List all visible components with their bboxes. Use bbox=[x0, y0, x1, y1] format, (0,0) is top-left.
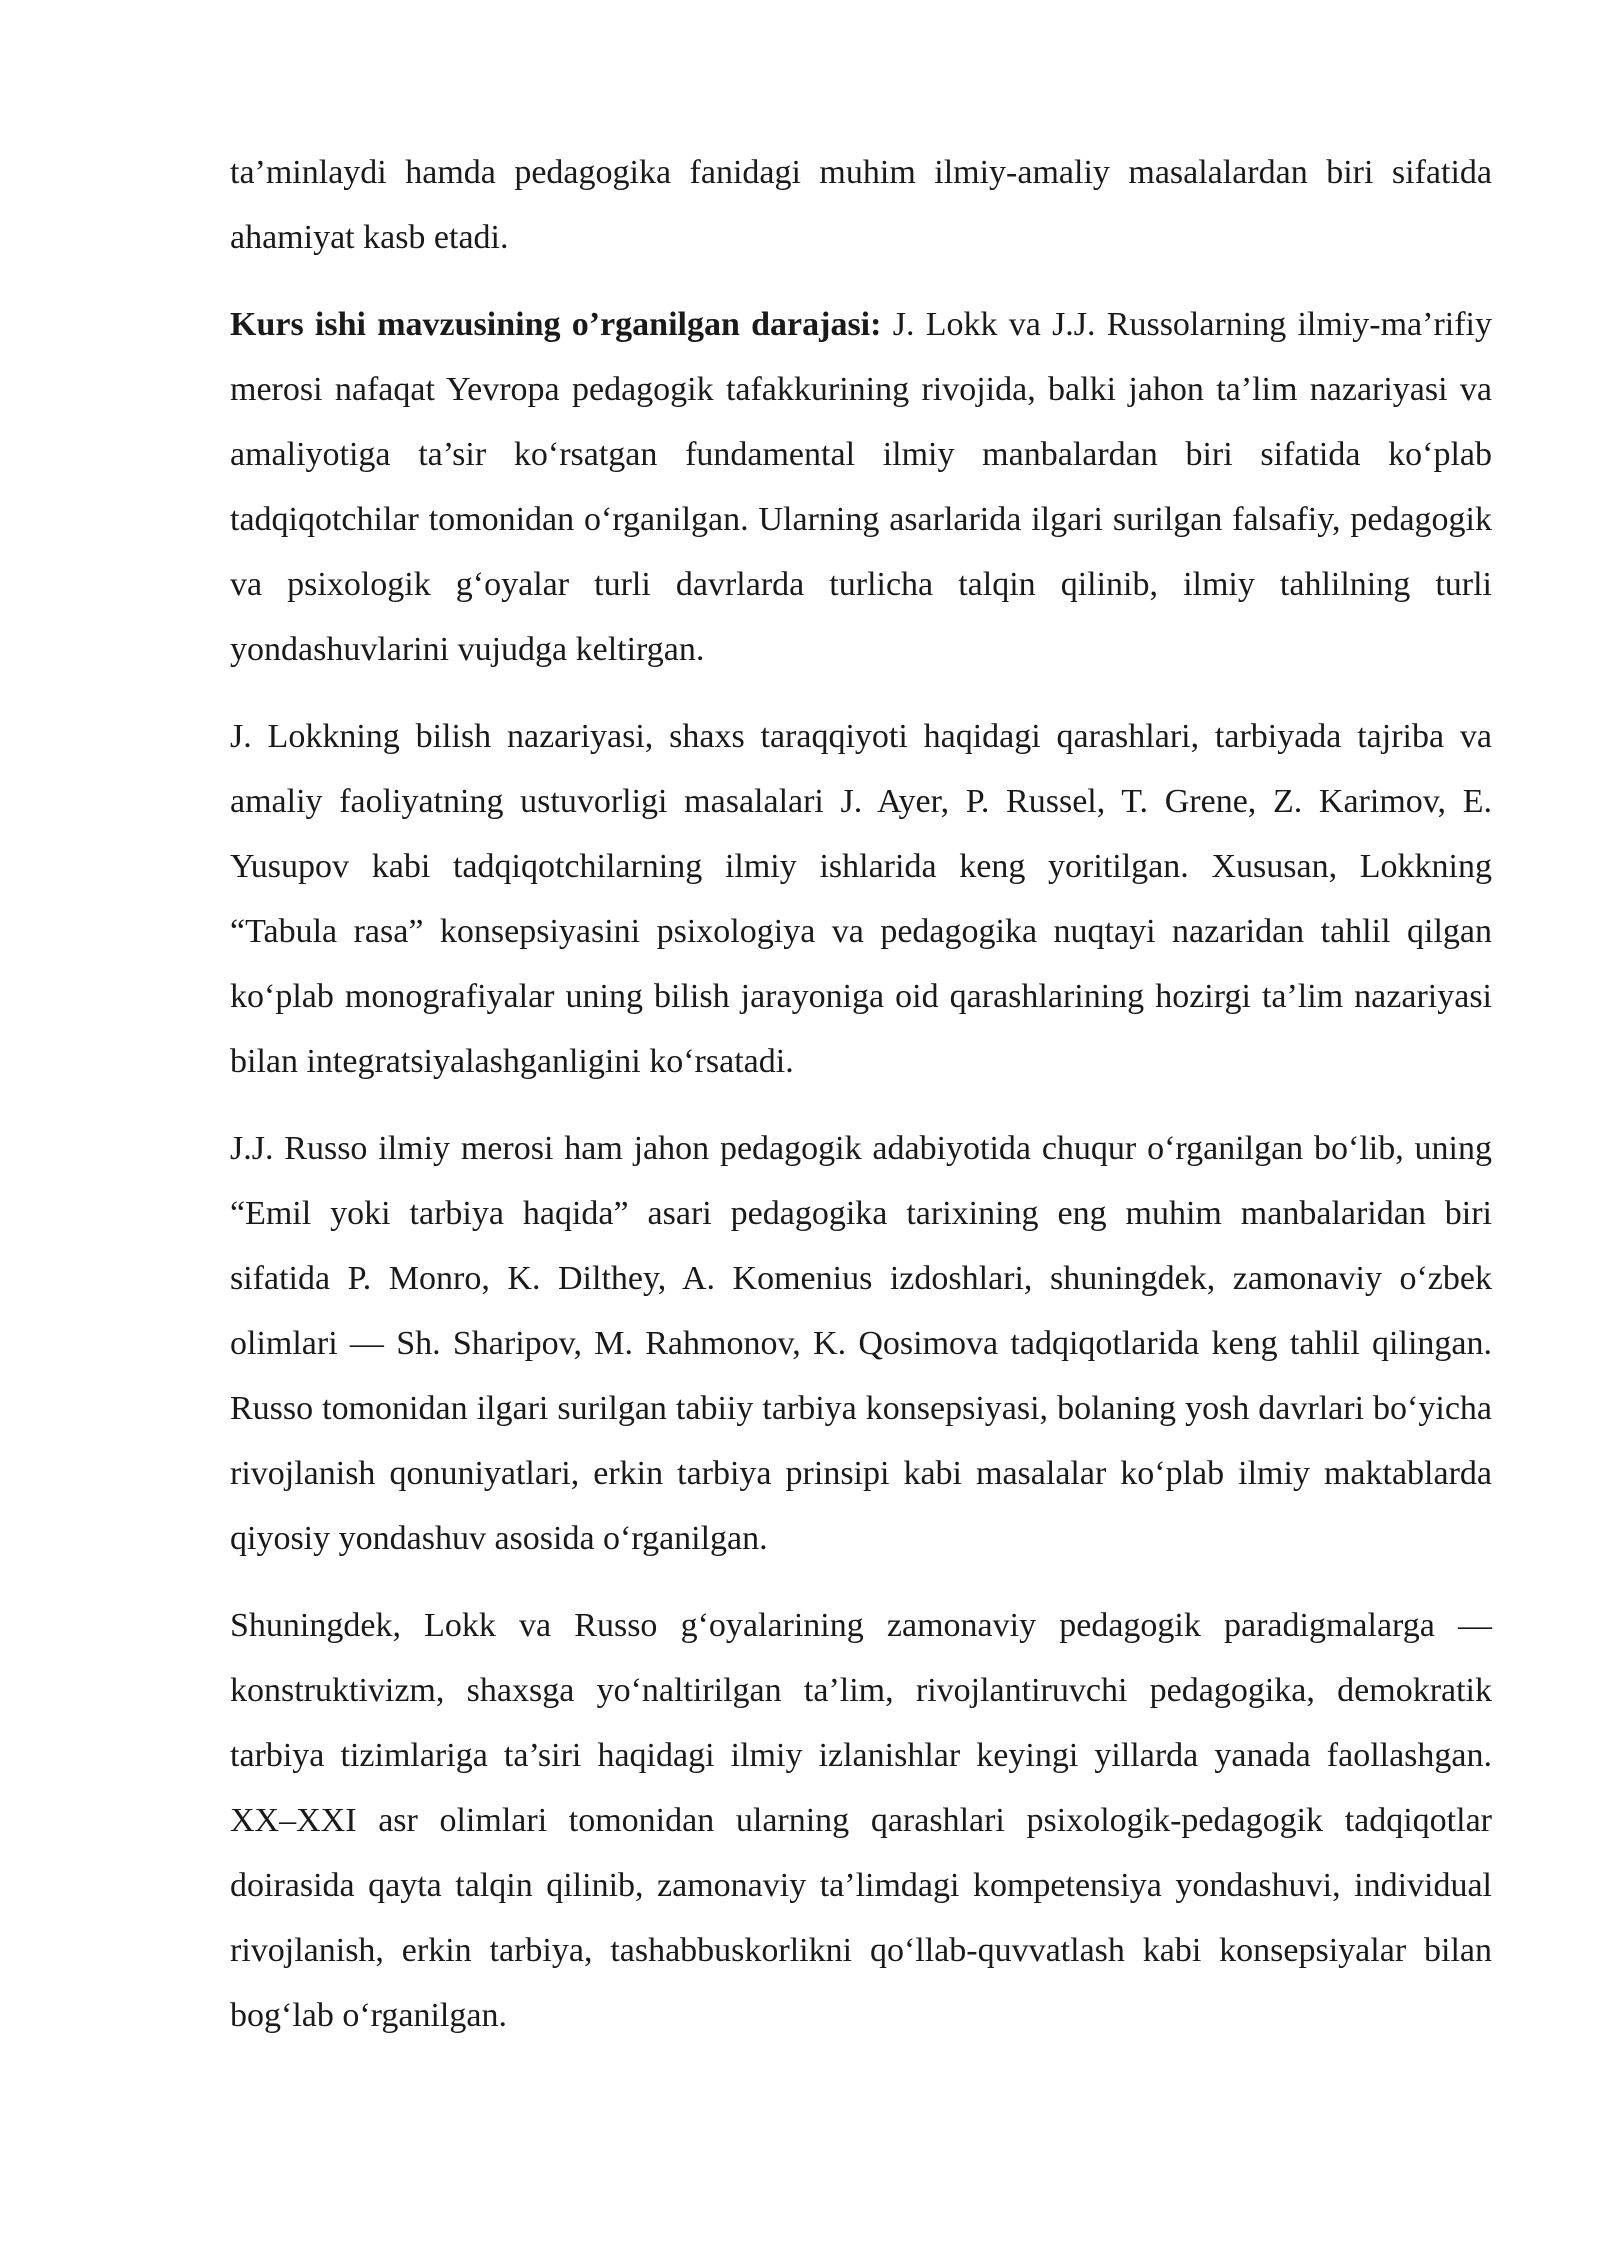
document-page bbox=[230, 140, 1492, 2048]
section-heading: Kurs ishi mavzusining o’rganilgan darajasi: bbox=[230, 306, 882, 343]
paragraph-5-text: Shuningdek, Lokk va Russo g‘oyalarining zamonaviy pedagogik paradigmalarga — konstruktivizm, shaxsga yo‘naltirilgan ta’lim, rivojlantiruvchi pedagogika, demokratik tarbiya tizimlariga ta’siri haqidagi ilmiy izlanishlar keyingi yillarda yanada faollashgan. XX–XXI asr olimlari tomonidan ularning qarashlari psixologik-pedagogik tadqiqotlar doirasida qayta talqin qilinib, zamonaviy ta’limdagi kompetensiya yondashuvi, individual rivojlanish, erkin tarbiya, tashabbuskorlikni qo‘llab-quvvatlash kabi konsepsiyalar bilan bog‘lab o‘rganilgan. bbox=[230, 1607, 1492, 2034]
paragraph-4 bbox=[230, 1116, 1492, 1571]
paragraph-4-text: J.J. Russo ilmiy merosi ham jahon pedagogik adabiyotida chuqur o‘rganilgan bo‘lib, uning “Emil yoki tarbiya haqida” asari pedagogika tarixining eng muhim manbalaridan biri sifatida P. Monro, K. Dilthey, A. Komenius izdoshlari, shuningdek, zamonaviy o‘zbek olimlari — Sh. Sharipov, M. Rahmonov, K. Qosimova tadqiqotlarida keng tahlil qilingan. Russo tomonidan ilgari surilgan tabiiy tarbiya konsepsiyasi, bolaning yosh davrlari bo‘yicha rivojlanish qonuniyatlari, erkin tarbiya prinsipi kabi masalalar ko‘plab ilmiy maktablarda qiyosiy yondashuv asosida o‘rganilgan. bbox=[230, 1130, 1492, 1557]
paragraph-3-text: J. Lokkning bilish nazariyasi, shaxs taraqqiyoti haqidagi qarashlari, tarbiyada tajriba va amaliy faoliyatning ustuvorligi masalalari J. Ayer, P. Russel, T. Grene, Z. Karimov, E. Yusupov kabi tadqiqotchilarning ilmiy ishlarida keng yoritilgan. Xususan, Lokkning “Tabula rasa” konsepsiyasini psixologiya va pedagogika nuqtayi nazaridan tahlil qilgan ko‘plab monografiyalar uning bilish jarayoniga oid qarashlarining hozirgi ta’lim nazariyasi bilan integratsiyalashganligini ko‘rsatadi. bbox=[230, 718, 1492, 1080]
paragraph-3 bbox=[230, 704, 1492, 1094]
paragraph-5 bbox=[230, 1593, 1492, 2048]
paragraph-1-text: ta’minlaydi hamda pedagogika fanidagi muhim ilmiy-amaliy masalalardan biri sifatida ahamiyat kasb etadi. bbox=[230, 154, 1492, 256]
paragraph-2-text: J. Lokk va J.J. Russolarning ilmiy-ma’rifiy merosi nafaqat Yevropa pedagogik tafakkurining rivojida, balki jahon ta’lim nazariyasi va amaliyotiga ta’sir ko‘rsatgan fundamental ilmiy manbalardan biri sifatida ko‘plab tadqiqotchilar tomonidan o‘rganilgan. Ularning asarlarida ilgari surilgan falsafiy, pedagogik va psixologik g‘oyalar turli davrlarda turlicha talqin qilinib, ilmiy tahlilning turli yondashuvlarini vujudga keltirgan. bbox=[230, 306, 1492, 668]
paragraph-2 bbox=[230, 292, 1492, 682]
paragraph-1 bbox=[230, 140, 1492, 270]
